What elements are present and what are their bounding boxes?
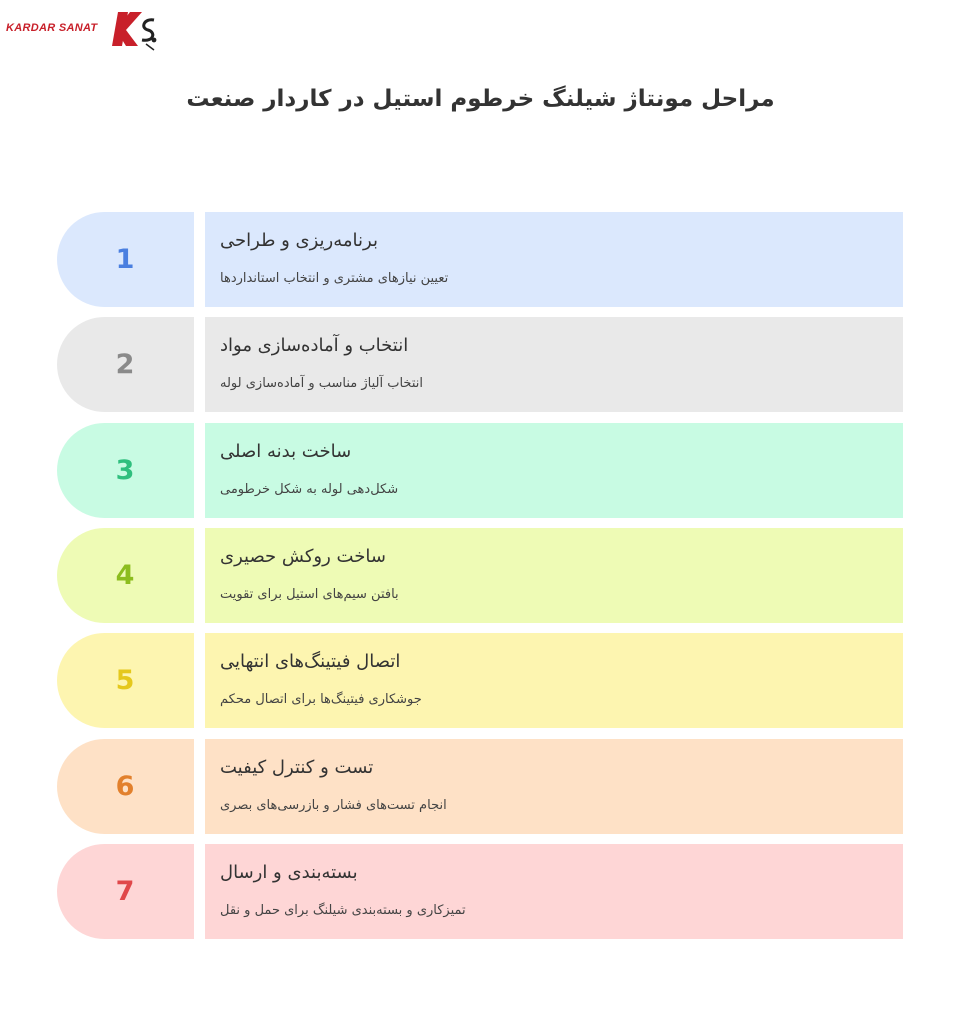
step-title: بسته‌بندی و ارسال bbox=[220, 862, 358, 883]
step-description: بافتن سیم‌های استیل برای تقویت bbox=[220, 587, 399, 602]
step-card bbox=[205, 844, 903, 939]
step-title: ساخت بدنه اصلی bbox=[220, 441, 352, 462]
logo-text: KARDAR SANAT bbox=[6, 22, 98, 34]
step-number-tab bbox=[57, 633, 194, 728]
step-number: 4 bbox=[115, 560, 135, 591]
step-card-content bbox=[220, 212, 880, 307]
step-number-tab bbox=[57, 528, 194, 623]
step-card bbox=[205, 528, 903, 623]
step-description: انجام تست‌های فشار و بازرسی‌های بصری bbox=[220, 798, 447, 813]
step-card-content bbox=[220, 528, 880, 623]
step-card bbox=[205, 633, 903, 728]
step-description: شکل‌دهی لوله به شکل خرطومی bbox=[220, 482, 399, 497]
step-title: برنامه‌ریزی و طراحی bbox=[220, 230, 378, 251]
step-card-content bbox=[220, 739, 880, 834]
step-number-tab bbox=[57, 739, 194, 834]
step-number-tab bbox=[57, 212, 194, 307]
step-card-content bbox=[220, 844, 880, 939]
step-title: اتصال فیتینگ‌های انتهایی bbox=[220, 651, 401, 672]
step-description: جوشکاری فیتینگ‌ها برای اتصال محکم bbox=[220, 692, 422, 707]
step-title: تست و کنترل کیفیت bbox=[220, 757, 374, 778]
step-number-tab bbox=[57, 844, 194, 939]
step-title: ساخت روکش حصیری bbox=[220, 546, 386, 567]
step-number: 5 bbox=[115, 665, 135, 696]
step-card-content bbox=[220, 423, 880, 518]
step-card bbox=[205, 423, 903, 518]
step-number: 6 bbox=[115, 771, 135, 802]
step-card bbox=[205, 317, 903, 412]
step-card bbox=[205, 212, 903, 307]
step-card-content bbox=[220, 633, 880, 728]
step-number: 2 bbox=[115, 349, 135, 380]
step-number-tab bbox=[57, 317, 194, 412]
step-number-tab bbox=[57, 423, 194, 518]
step-number: 3 bbox=[115, 455, 135, 486]
step-description: انتخاب آلیاژ مناسب و آماده‌سازی لوله bbox=[220, 376, 423, 391]
step-card-content bbox=[220, 317, 880, 412]
step-number: 7 bbox=[115, 876, 135, 907]
step-card bbox=[205, 739, 903, 834]
step-number: 1 bbox=[115, 244, 135, 275]
step-description: تمیزکاری و بسته‌بندی شیلنگ برای حمل و نقل bbox=[220, 903, 466, 918]
page-title: مراحل مونتاژ شیلنگ خرطوم استیل در کاردار صنعت bbox=[186, 86, 775, 112]
step-title: انتخاب و آماده‌سازی مواد bbox=[220, 335, 409, 356]
step-description: تعیین نیازهای مشتری و انتخاب استانداردها bbox=[220, 271, 449, 286]
